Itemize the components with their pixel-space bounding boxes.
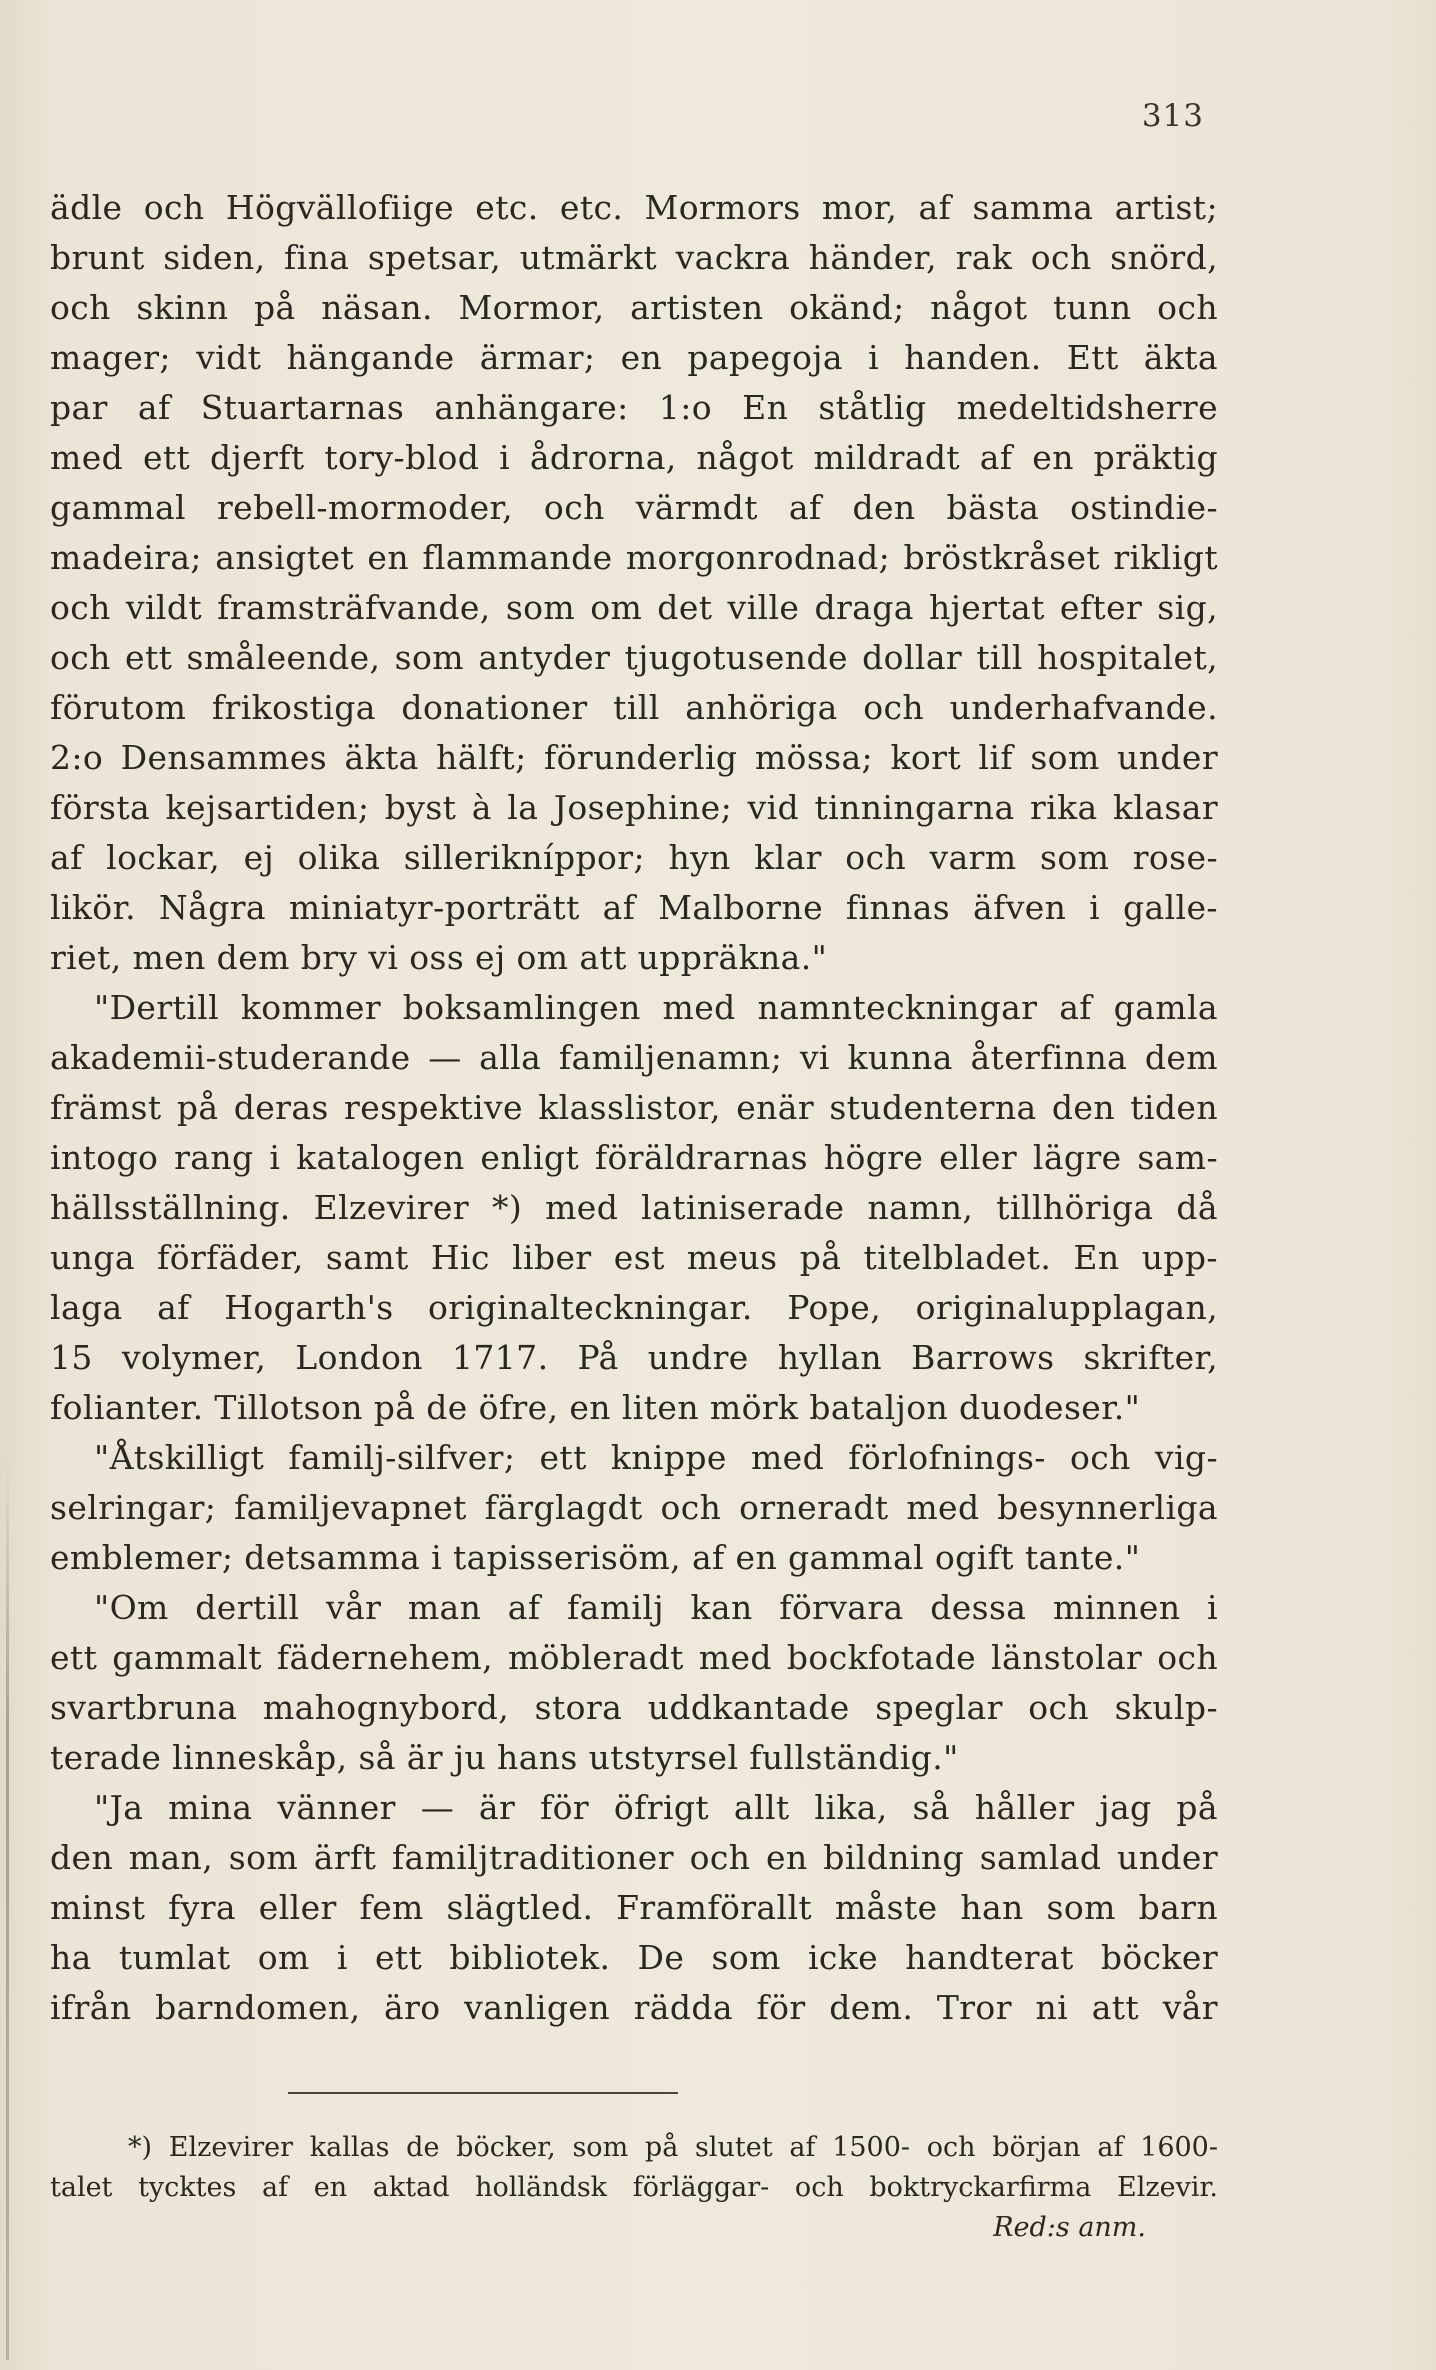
footnote-divider — [288, 2092, 678, 2094]
text-line: folianter. Tillotson på de öfre, en liten mörk bataljon duodeser." — [50, 1388, 1141, 1427]
text-line: "Ja mina vänner — är för öfrigt allt lika, så håller jag på — [94, 1788, 1218, 1827]
text-line: likör. Några miniatyr-porträtt af Malborne finnas äfven i galle- — [50, 888, 1218, 927]
text-line: förutom frikostiga donationer till anhöriga och underhafvande. — [50, 688, 1218, 727]
text-line: hällsställning. Elzevirer *) med latiniserade namn, tillhöriga då — [50, 1188, 1218, 1227]
text-line: brunt siden, fina spetsar, utmärkt vackra händer, rak och snörd, — [50, 238, 1218, 277]
text-line: den man, som ärft familjtraditioner och en bildning samlad under — [50, 1838, 1218, 1877]
footnote-line: *) Elzevirer kallas de böcker, som på slutet af 1500- och början af 1600- — [128, 2132, 1218, 2163]
text-line: ett gammalt fädernehem, möbleradt med bockfotade länstolar och — [50, 1638, 1218, 1677]
page-edge-shadow — [6, 1460, 9, 2360]
text-line: och skinn på näsan. Mormor, artisten okänd; något tunn och — [50, 288, 1218, 327]
text-line: "Om dertill vår man af familj kan förvara dessa minnen i — [94, 1588, 1218, 1627]
footnote-line: talet tycktes af en aktad holländsk förläggar- och boktryckarfirma Elzevir. — [50, 2172, 1218, 2203]
text-line: unga förfäder, samt Hic liber est meus på titelbladet. En upp- — [50, 1238, 1218, 1277]
text-line: gammal rebell-mormoder, och värmdt af den bästa ostindie- — [50, 488, 1218, 527]
text-line: och vildt framsträfvande, som om det ville draga hjertat efter sig, — [50, 588, 1218, 627]
text-line: ha tumlat om i ett bibliotek. De som icke handterat böcker — [50, 1938, 1218, 1977]
text-line: mager; vidt hängande ärmar; en papegoja i handen. Ett äkta — [50, 338, 1218, 377]
footnote-signature: Red:s anm. — [993, 2212, 1146, 2243]
text-line: laga af Hogarth's originalteckningar. Pope, originalupplagan, — [50, 1288, 1218, 1327]
text-line: "Åtskilligt familj-silfver; ett knippe med förlofnings- och vig- — [94, 1438, 1218, 1477]
text-line: intogo rang i katalogen enligt föräldrarnas högre eller lägre sam- — [50, 1138, 1218, 1177]
text-line: och ett småleende, som antyder tjugotusende dollar till hospitalet, — [50, 638, 1218, 677]
text-line: terade linneskåp, så är ju hans utstyrsel fullständig." — [50, 1738, 959, 1777]
page-number: 313 — [1141, 98, 1204, 134]
text-line: ifrån barndomen, äro vanligen rädda för dem. Tror ni att vår — [50, 1988, 1218, 2027]
text-line: riet, men dem bry vi oss ej om att uppräkna." — [50, 938, 828, 977]
text-line: madeira; ansigtet en flammande morgonrodnad; bröstkråset rikligt — [50, 538, 1218, 577]
text-line: 2:o Densammes äkta hälft; förunderlig mössa; kort lif som under — [50, 738, 1218, 777]
text-line: af lockar, ej olika sillerikníppor; hyn klar och varm som rose- — [50, 838, 1218, 877]
footnote — [50, 2128, 1218, 2248]
text-line: med ett djerft tory-blod i ådrorna, något mildradt af en präktig — [50, 438, 1218, 477]
text-line: minst fyra eller fem slägtled. Framförallt måste han som barn — [50, 1888, 1218, 1927]
text-line: första kejsartiden; byst à la Josephine; vid tinningarna rika klasar — [50, 788, 1218, 827]
text-line: emblemer; detsamma i tapisserisöm, af en gammal ogift tante." — [50, 1538, 1141, 1577]
text-line: par af Stuartarnas anhängare: 1:o En ståtlig medeltidsherre — [50, 388, 1218, 427]
text-line: "Dertill kommer boksamlingen med namnteckningar af gamla — [94, 988, 1218, 1027]
text-line: selringar; familjevapnet färglagdt och orneradt med besynnerliga — [50, 1488, 1218, 1527]
text-line: svartbruna mahognybord, stora uddkantade speglar och skulp- — [50, 1688, 1218, 1727]
text-line: 15 volymer, London 1717. På undre hyllan Barrows skrifter, — [50, 1338, 1218, 1377]
body-text — [50, 183, 1218, 2033]
text-line: ädle och Högvällofiige etc. etc. Mormors mor, af samma artist; — [50, 188, 1218, 227]
text-line: akademii-studerande — alla familjenamn; vi kunna återfinna dem — [50, 1038, 1218, 1077]
text-line: främst på deras respektive klasslistor, enär studenterna den tiden — [50, 1088, 1218, 1127]
